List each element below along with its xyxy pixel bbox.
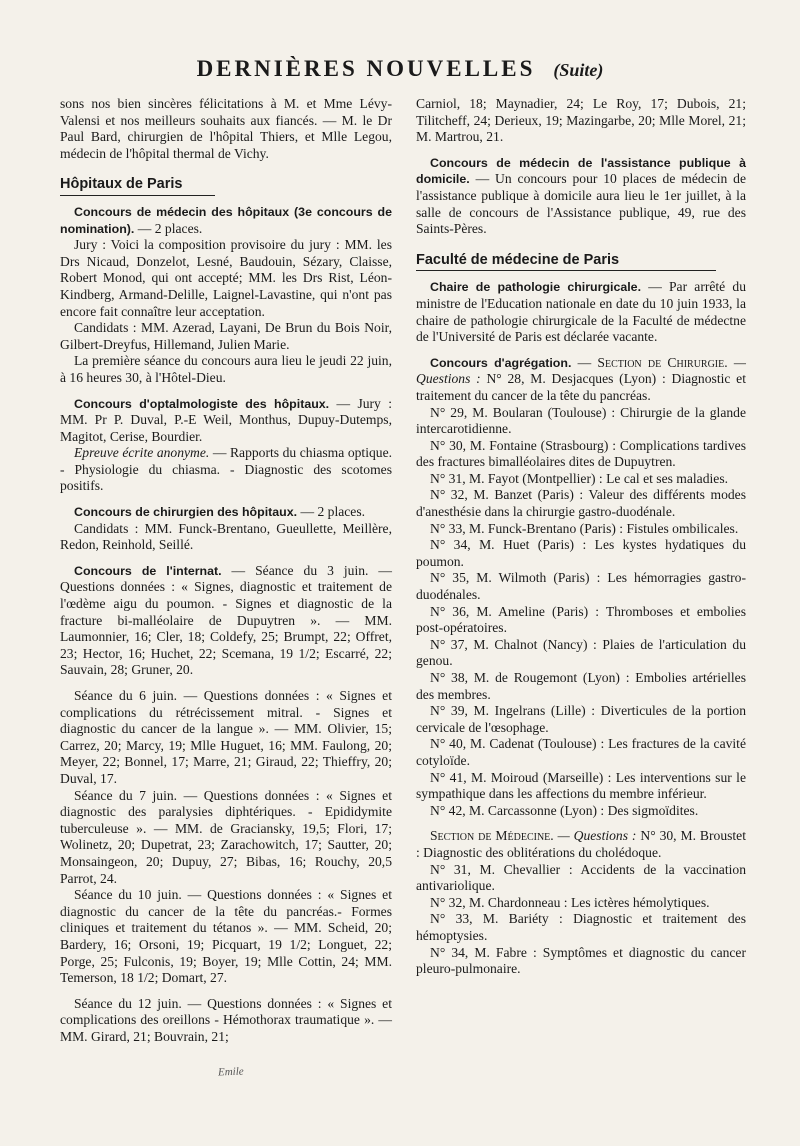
medecine-question: N° 34, M. Fabre : Symptômes et diagnostic du cancer pleuro-pulmonaire. [416,944,746,977]
concours-chir-places: — 2 places. [297,504,366,520]
questions-label: — Questions : [416,354,746,387]
concours-internat-title: Concours de l'internat. [74,563,222,578]
section-medecine-label: Section de Médecine. [430,828,554,844]
concours-assistance-text: — Un concours pour 10 places de médecin de l'assistance publique à domicile aura lieu le 1er juillet, à la salle de concours de l'Assistance publique, 49, rue des Saints-Pères. [416,171,746,237]
page-header [0,56,800,82]
concours-ophta-jury: — Jury : MM. Pr P. Duval, P.-E Weil, Monthus, Dupuy-Dutemps, Magitot, Cerise, Bourdier. [60,395,392,444]
agregation-question: N° 42, M. Carcassonne (Lyon) : Des sigmoïdites. [430,802,699,818]
internat-seance-7-juin: Séance du 7 juin. — Questions données : « Signes et diagnostic des paralysies diphtériques. - Epididymite tuberculeuse ». — MM. de Graciansky, 19,5; Flori, 17; Wolinetz, 20; Dupetrat, 23; Zarachowitch, 17; Sautter, 20; Monsaingeon, 20; Dupuy, 27; Bibas, 16; Rouchy, 20,5 Parrot, 24. [60,787,392,886]
medecine-first-question: N° 30, M. Broustet : Diagnostic des oblitérations du cholédoque. [416,828,746,860]
agregation-heading [416,355,746,405]
concours-chir-heading [60,504,392,521]
concours-medecin-seance: La première séance du concours aura lieu le jeudi 22 juin, à 16 heures 30, à l'Hôtel-Dieu. [60,353,392,385]
internat-seance-10-juin: Séance du 10 juin. — Questions données : « Signes et diagnostic du cancer de la tête du pancréas.- Formes cliniques et traitement du tétanos ». — MM. Scheid, 20; Bardery, 16; Orsoni, 19; Picquart, 19 1/2; Longuet, 22; Porge, 25; Fulconis, 19; Boyer, 19; Mlle Cottin, 24; MM. Temerson, 18 1/2; Domart, 27. [60,887,392,986]
agregation-question: N° 40, M. Cadenat (Toulouse) : Les fractures de la cavité cotyloïde. [416,736,746,768]
section-chirurgie-label: — Section de Chirurgie. [577,354,728,370]
section-title-hopitaux: Hôpitaux de Paris [60,176,392,196]
medecine-question: N° 32, M. Chardonneau : Les ictères hémolytiques. [430,894,710,910]
concours-ophta-title: Concours d'optalmologiste des hôpitaux. [74,396,330,411]
medecine-question: N° 33, M. Bariéty : Diagnostic et traitement des hémoptysies. [416,911,746,943]
agregation-question: N° 35, M. Wilmoth (Paris) : Les hémorragies gastro-duodénales. [416,570,746,603]
concours-ophta-heading [60,396,392,446]
intro-paragraph: sons nos bien sincères félicitations à M. et Mme Lévy-Valensi et nos meilleurs souhaits aux fiancés. — M. le Dr Paul Bard, chirurgien de l'hôpital Thiers, et Mlle Legou, médecin de l'hôpital thermal de Vichy. [60,96,392,161]
agregation-question: N° 29, M. Boularan (Toulouse) : Chirurgie de la glande intercarotidienne. [416,404,746,437]
header-title: DERNIÈRES NOUVELLES [196,56,536,81]
agregation-question: N° 41, M. Moiroud (Marseille) : Les interventions sur le sympathique dans les affections du membre inférieur. [416,769,746,802]
agregation-question: N° 31, M. Fayot (Montpellier) : Le cal et ses maladies. [430,470,729,486]
agregation-question: N° 37, M. Chalnot (Nancy) : Plaies de l'articulation du genou. [416,636,746,669]
concours-medecin-places: — 2 places. [134,220,203,236]
concours-ophta-epreuve [60,445,392,495]
agregation-question: N° 34, M. Huet (Paris) : Les kystes hydatiques du poumon. [416,537,746,569]
concours-chir-title: Concours de chirurgien des hôpitaux. [74,505,298,520]
agregation-question: N° 38, M. de Rougemont (Lyon) : Embolies artérielles des membres. [416,670,746,702]
agregation-question: N° 36, M. Ameline (Paris) : Thromboses et embolies post-opératoires. [416,603,746,636]
epreuve-label: Epreuve écrite anonyme. [74,445,210,461]
right-column [416,96,746,978]
agregation-question: N° 33, M. Funck-Brentano (Paris) : Fistules ombilicales. [430,520,739,536]
concours-medecin-heading [60,204,392,237]
internat-continuation: Carniol, 18; Maynadier, 24; Le Roy, 17; Dubois, 21; Tilitcheff, 24; Derieux, 19; Mazingarbe, 20; Mlle Morel, 21; M. Martrou, 21. [416,96,746,145]
agregation-question: N° 32, M. Banzet (Paris) : Valeur des différents modes d'anesthésie dans la chirurgie gastro-duodénale. [416,487,746,520]
internat-seance-12-juin: Séance du 12 juin. — Questions données : « Signes et complications des oreillons - Hémothorax traumatique ». — MM. Girard, 21; Bouvrain, 21; [60,995,392,1044]
left-column [60,96,392,1045]
section-medecine-paragraph [416,828,746,861]
medecine-questions-label: — Questions : [557,828,637,844]
concours-medecin-jury: Jury : Voici la composition provisoire du jury : MM. les Drs Nicaud, Donzelot, Lesné, Baudouin, Sézary, Claisse, Robert Monod, qui ont accepté; MM. les Drs Rist, Léon-Kindberg, Armand-Delille, Laignel-Lavastine, qui n'ont pas encore fait connaître leur acceptation. [60,237,392,319]
section-title-faculte: Faculté de médecine de Paris [416,252,746,272]
agregation-first-question: N° 28, M. Desjacques (Lyon) : Diagnostic et traitement du cancer de la tête du pancréas. [416,371,746,403]
concours-medecin-candidats: Candidats : MM. Azerad, Layani, De Brun du Bois Noir, Gilbert-Dreyfus, Hillemand, Julien Marie. [60,320,392,352]
chaire-heading [416,279,746,345]
internat-seance-3-juin: — Séance du 3 juin. — Questions données : « Signes, diagnostic et traitement de l'œdème aigu du poumon. - Signes et diagnostic de la fracture bi-malléolaire de Dupuytren ». — MM. Laumonnier, 16; Cler, 18; Coldefy, 25; Brumpt, 22; Offret, 23; Hector, 16; Huchet, 22; Scemana, 19 1/2; Escarré, 22; Sauvain, 28; Gruner, 20. [60,562,392,678]
header-suite: (Suite) [553,60,604,80]
medecine-question: N° 31, M. Chevallier : Accidents de la vaccination antivariolique. [416,861,746,894]
agregation-question: N° 39, M. Ingelrans (Lille) : Diverticules de la portion cervicale de l'œsophage. [416,703,746,735]
concours-chir-candidats: Candidats : MM. Funck-Brentano, Gueullette, Meillère, Redon, Reinhold, Seillé. [60,520,392,553]
concours-assistance-heading [416,155,746,238]
chaire-title: Chaire de pathologie chirurgicale. [430,280,642,295]
concours-assistance-title: Concours de médecin de l'assistance publique à domicile. [416,155,746,187]
chaire-text: — Par arrêté du ministre de l'Education nationale en date du 10 juin 1933, la chaire de pathologie chirurgicale de la Faculté de médectne de l'Université de Paris est déclarée vacante. [416,279,746,345]
agregation-title: Concours d'agrégation. [430,355,572,370]
agregation-question: N° 30, M. Fontaine (Strasbourg) : Complications tardives des fractures bimalléolaires dites de Dupuytren. [416,437,746,470]
epreuve-text: — Rapports du chiasma optique. - Physiologie du chiasma. - Diagnostic des scotomes positifs. [60,445,392,494]
concours-internat-heading [60,563,392,679]
internat-seance-6-juin: Séance du 6 juin. — Questions données : « Signes et complications du rétrécissement mitral. - Signes et diagnostic du cancer de la langue ». — MM. Olivier, 15; Carrez, 20; Marcy, 19; Mlle Huguet, 16; MM. Faulong, 20; Meyer, 22; Bonnel, 17; Marre, 21; Giraud, 22; Thieffry, 20; Duval, 17. [60,688,392,786]
concours-medecin-title: Concours de médecin des hôpitaux (3e concours de nomination). [60,204,392,236]
handwritten-signature: Emile [217,1065,244,1079]
